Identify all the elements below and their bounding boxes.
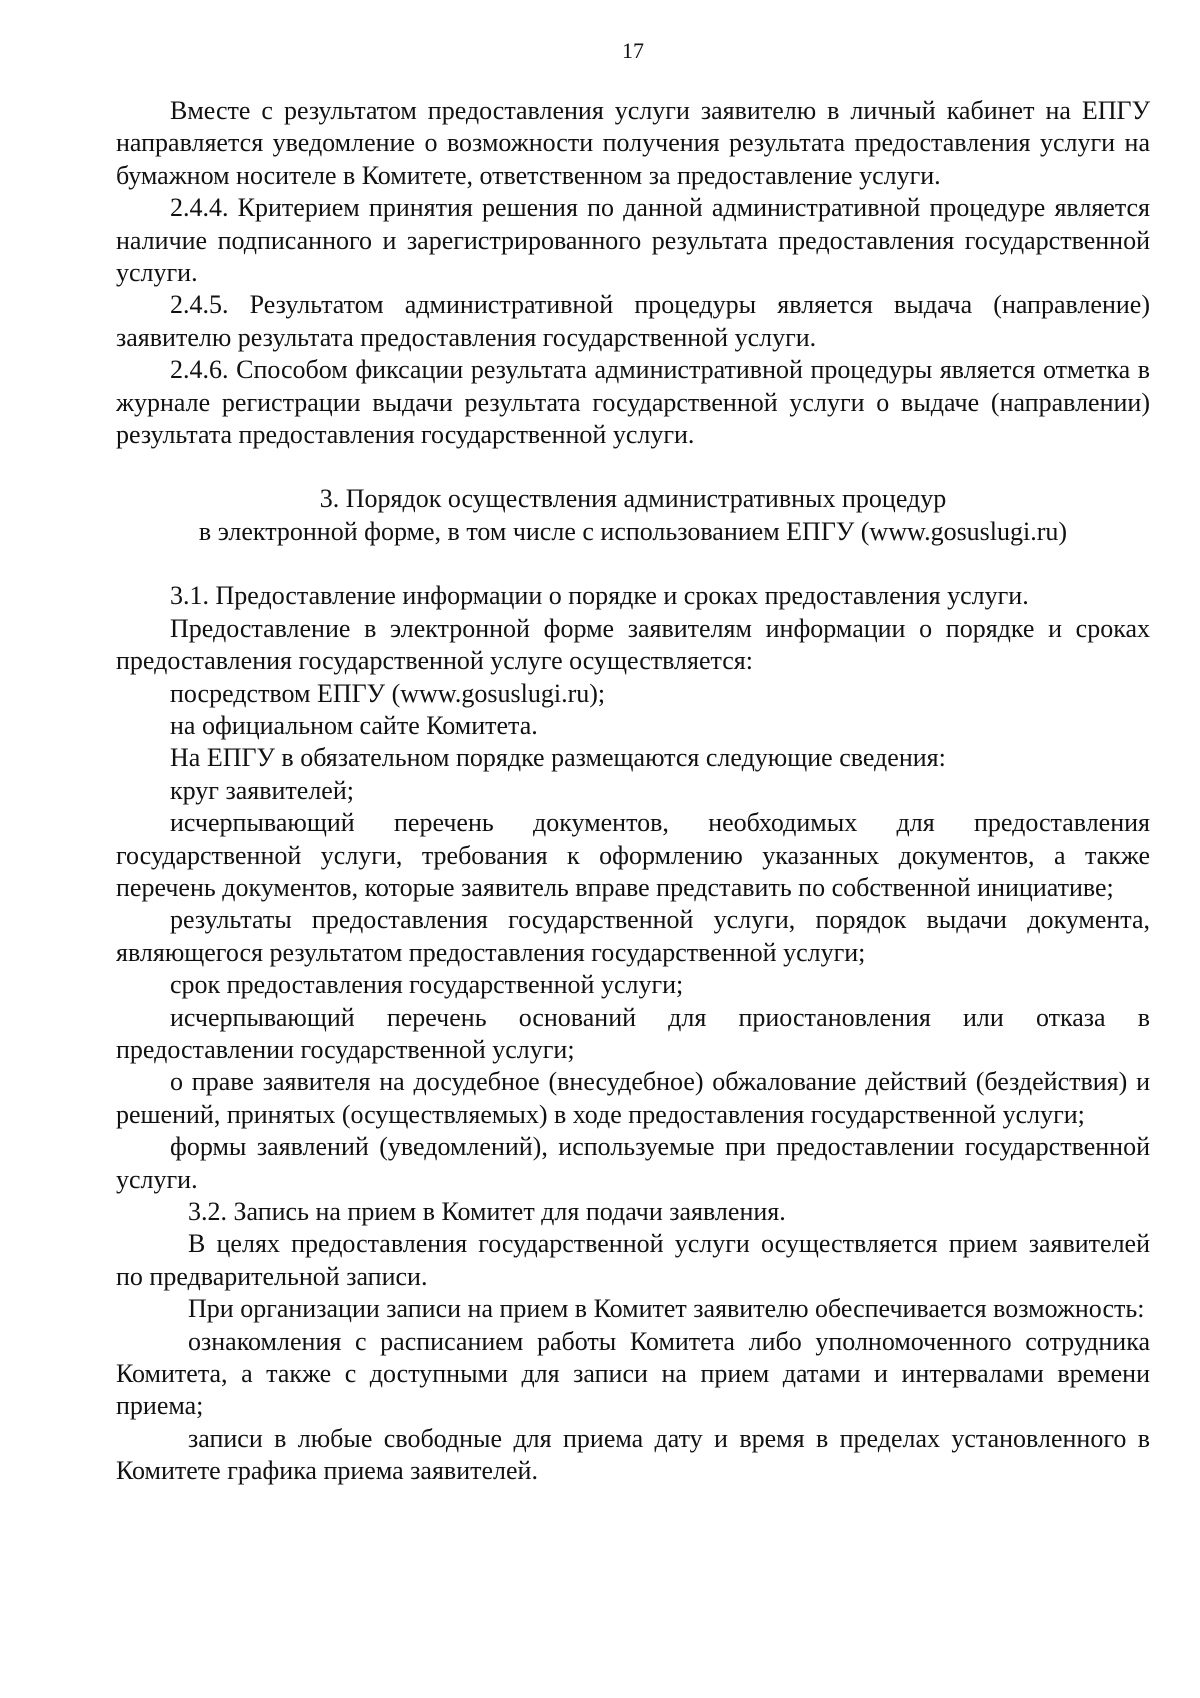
list-item-appeal: о праве заявителя на досудебное (внесудебное) обжалование действий (бездействия) и решений, принятых (осуществляемых) в ходе предоставления государственной услуги;: [116, 1067, 1150, 1129]
paragraph-epgu-info: На ЕПГУ в обязательном порядке размещаются следующие сведения:: [170, 743, 946, 773]
paragraph-3-2: 3.2. Запись на прием в Комитет для подачи заявления.: [188, 1197, 786, 1226]
list-item-documents: исчерпывающий перечень документов, необходимых для предоставления государственной услуги, требования к оформлению указанных документов, а также перечень документов, которые заявитель вправе представить по собственной инициативе;: [116, 808, 1150, 902]
list-item-results: результаты предоставления государственной услуги, порядок выдачи документа, являющегося результатом предоставления государственной услуги;: [116, 905, 1150, 967]
paragraph-notification: Вместе с результатом предоставления услуги заявителю в личный кабинет на ЕПГУ направляется уведомление о возможности получения результата предоставления услуги на бумажном носителе в Комитете, ответственном за предоставление услуги.: [116, 96, 1150, 190]
page-number: 17: [622, 38, 644, 63]
document-body: [116, 95, 1150, 1488]
list-item-epgu: посредством ЕПГУ (www.gosuslugi.ru);: [170, 678, 606, 708]
paragraph-booking-organization: При организации записи на прием в Комитет заявителю обеспечивается возможность:: [188, 1294, 1145, 1324]
list-item-official-site: на официальном сайте Комитета.: [170, 710, 538, 740]
paragraph-3-1: 3.1. Предоставление информации о порядке и сроках предоставления услуги.: [170, 581, 1029, 611]
section-heading: [116, 483, 1150, 548]
list-item-applicants: круг заявителей;: [170, 775, 354, 805]
list-item-booking: записи в любые свободные для приема дату и время в пределах установленного в Комитете графика приема заявителей.: [116, 1423, 1150, 1486]
paragraph-2-4-6: 2.4.6. Способом фиксации результата административной процедуры является отметка в журнале регистрации выдачи результата государственной услуги о выдаче (направлении) результата предоставления государственной услуги.: [116, 355, 1150, 450]
list-item-grounds: исчерпывающий перечень оснований для приостановления или отказа в предоставлении государственной услуги;: [116, 1002, 1150, 1064]
paragraph-appointment: В целях предоставления государственной услуги осуществляется прием заявителей по предварительной записи.: [116, 1229, 1150, 1291]
paragraph-info-provision: Предоставление в электронной форме заявителям информации о порядке и сроках предоставления государственной услуге осуществляется:: [116, 613, 1150, 676]
paragraph-2-4-4: 2.4.4. Критерием принятия решения по данной административной процедуре является наличие подписанного и зарегистрированного результата предоставления государственной услуги.: [116, 193, 1150, 288]
list-item-term: срок предоставления государственной услуги;: [170, 970, 684, 1000]
list-item-forms: формы заявлений (уведомлений), используемые при предоставлении государственной услуги.: [116, 1132, 1150, 1194]
section-heading-line-2: в электронной форме, в том числе с использованием ЕПГУ (www.gosuslugi.ru): [198, 516, 1068, 546]
paragraph-2-4-5: 2.4.5. Результатом административной процедуры является выдача (направление) заявителю результата предоставления государственной услуги.: [116, 290, 1150, 352]
list-item-schedule: ознакомления с расписанием работы Комитета либо уполномоченного сотрудника Комитета, а также с доступными для записи на прием датами и интервалами времени приема;: [116, 1326, 1150, 1421]
section-heading-line-1: 3. Порядок осуществления административных процедур: [319, 484, 947, 514]
